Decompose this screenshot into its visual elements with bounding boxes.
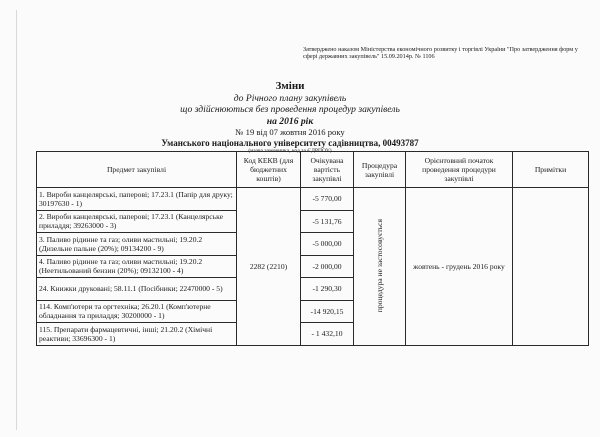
changes-table bbox=[36, 151, 589, 346]
organization-name: Уманського національного університету садівництва, 00493787 bbox=[161, 137, 419, 148]
procedure-text: процедура не застосовується bbox=[375, 218, 384, 312]
notes-cell bbox=[513, 188, 589, 346]
row-amount: -1 290,30 bbox=[301, 278, 354, 301]
approval-note: Затверджено наказом Міністерства економічного розвитку і торгівлі України "Про затвердження форм у сфері державних закупівель" 15.09.2014р. № 1106 bbox=[303, 46, 578, 61]
table-header-row bbox=[37, 152, 589, 188]
header-number-date: № 19 від 07 жовтня 2016 року bbox=[235, 127, 345, 138]
table-row bbox=[37, 188, 589, 211]
document-title: Зміни bbox=[275, 80, 305, 92]
row-subject: 3. Паливо рідинне та газ; оливи мастильні; 19.20.2 (Дизельне пальне (20%); 09134200 - 9) bbox=[37, 233, 237, 256]
page-edge-line bbox=[16, 10, 17, 430]
column-header-amount: Очікувана вартість закупівлі bbox=[301, 152, 354, 188]
row-amount: -14 920,15 bbox=[301, 300, 354, 323]
row-amount: -2 000,00 bbox=[301, 255, 354, 278]
row-subject: 114. Комп'ютери та оргтехніка; 26.20.1 (Комп'ютерне обладнання та приладдя; 30200000 - 1) bbox=[37, 300, 237, 323]
row-subject: 4. Паливо рідинне та газ; оливи мастильні; 19.20.2 (Неетильований бензин (20%); 09132100 - 4) bbox=[37, 255, 237, 278]
procedure-cell bbox=[354, 188, 406, 346]
header-line-2: що здійснюються без проведення процедур закупівель bbox=[180, 104, 400, 116]
kekv-cell: 2282 (2210) bbox=[237, 188, 301, 346]
row-amount: -5 000,00 bbox=[301, 233, 354, 256]
row-subject: 24. Книжки друковані; 58.11.1 (Посібники; 22470000 - 5) bbox=[37, 278, 237, 301]
row-amount: - 1 432,10 bbox=[301, 323, 354, 346]
header-year: на 2016 рік bbox=[266, 115, 314, 127]
organization-caption: (назва замовника, код за ЄДРПОУ) bbox=[248, 148, 332, 155]
start-cell: жовтень - грудень 2016 року bbox=[406, 188, 513, 346]
column-header-start: Орієнтовний початок проведення процедури закупівлі bbox=[406, 152, 513, 188]
column-header-notes: Примітки bbox=[513, 152, 589, 188]
row-subject: 1. Вироби канцелярські, паперові; 17.23.1 (Папір для друку; 30197630 - 1) bbox=[37, 188, 237, 211]
column-header-subject: Предмет закупівлі bbox=[37, 152, 237, 188]
column-header-kekv: Код КЕКВ (для бюджетних коштів) bbox=[237, 152, 301, 188]
row-amount: -5 131,76 bbox=[301, 210, 354, 233]
row-subject: 2. Вироби канцелярські, паперові; 17.23.1 (Канцелярське приладдя; 39263000 - 3) bbox=[37, 210, 237, 233]
header-line-1: до Річного плану закупівель bbox=[233, 93, 347, 104]
row-subject: 115. Препарати фармацевтичні, інші; 21.20.2 (Хімічні реактиви; 33696300 - 1) bbox=[37, 323, 237, 346]
document-header bbox=[120, 80, 460, 155]
column-header-procedure: Процедура закупівлі bbox=[354, 152, 406, 188]
row-amount: -5 770,00 bbox=[301, 188, 354, 211]
